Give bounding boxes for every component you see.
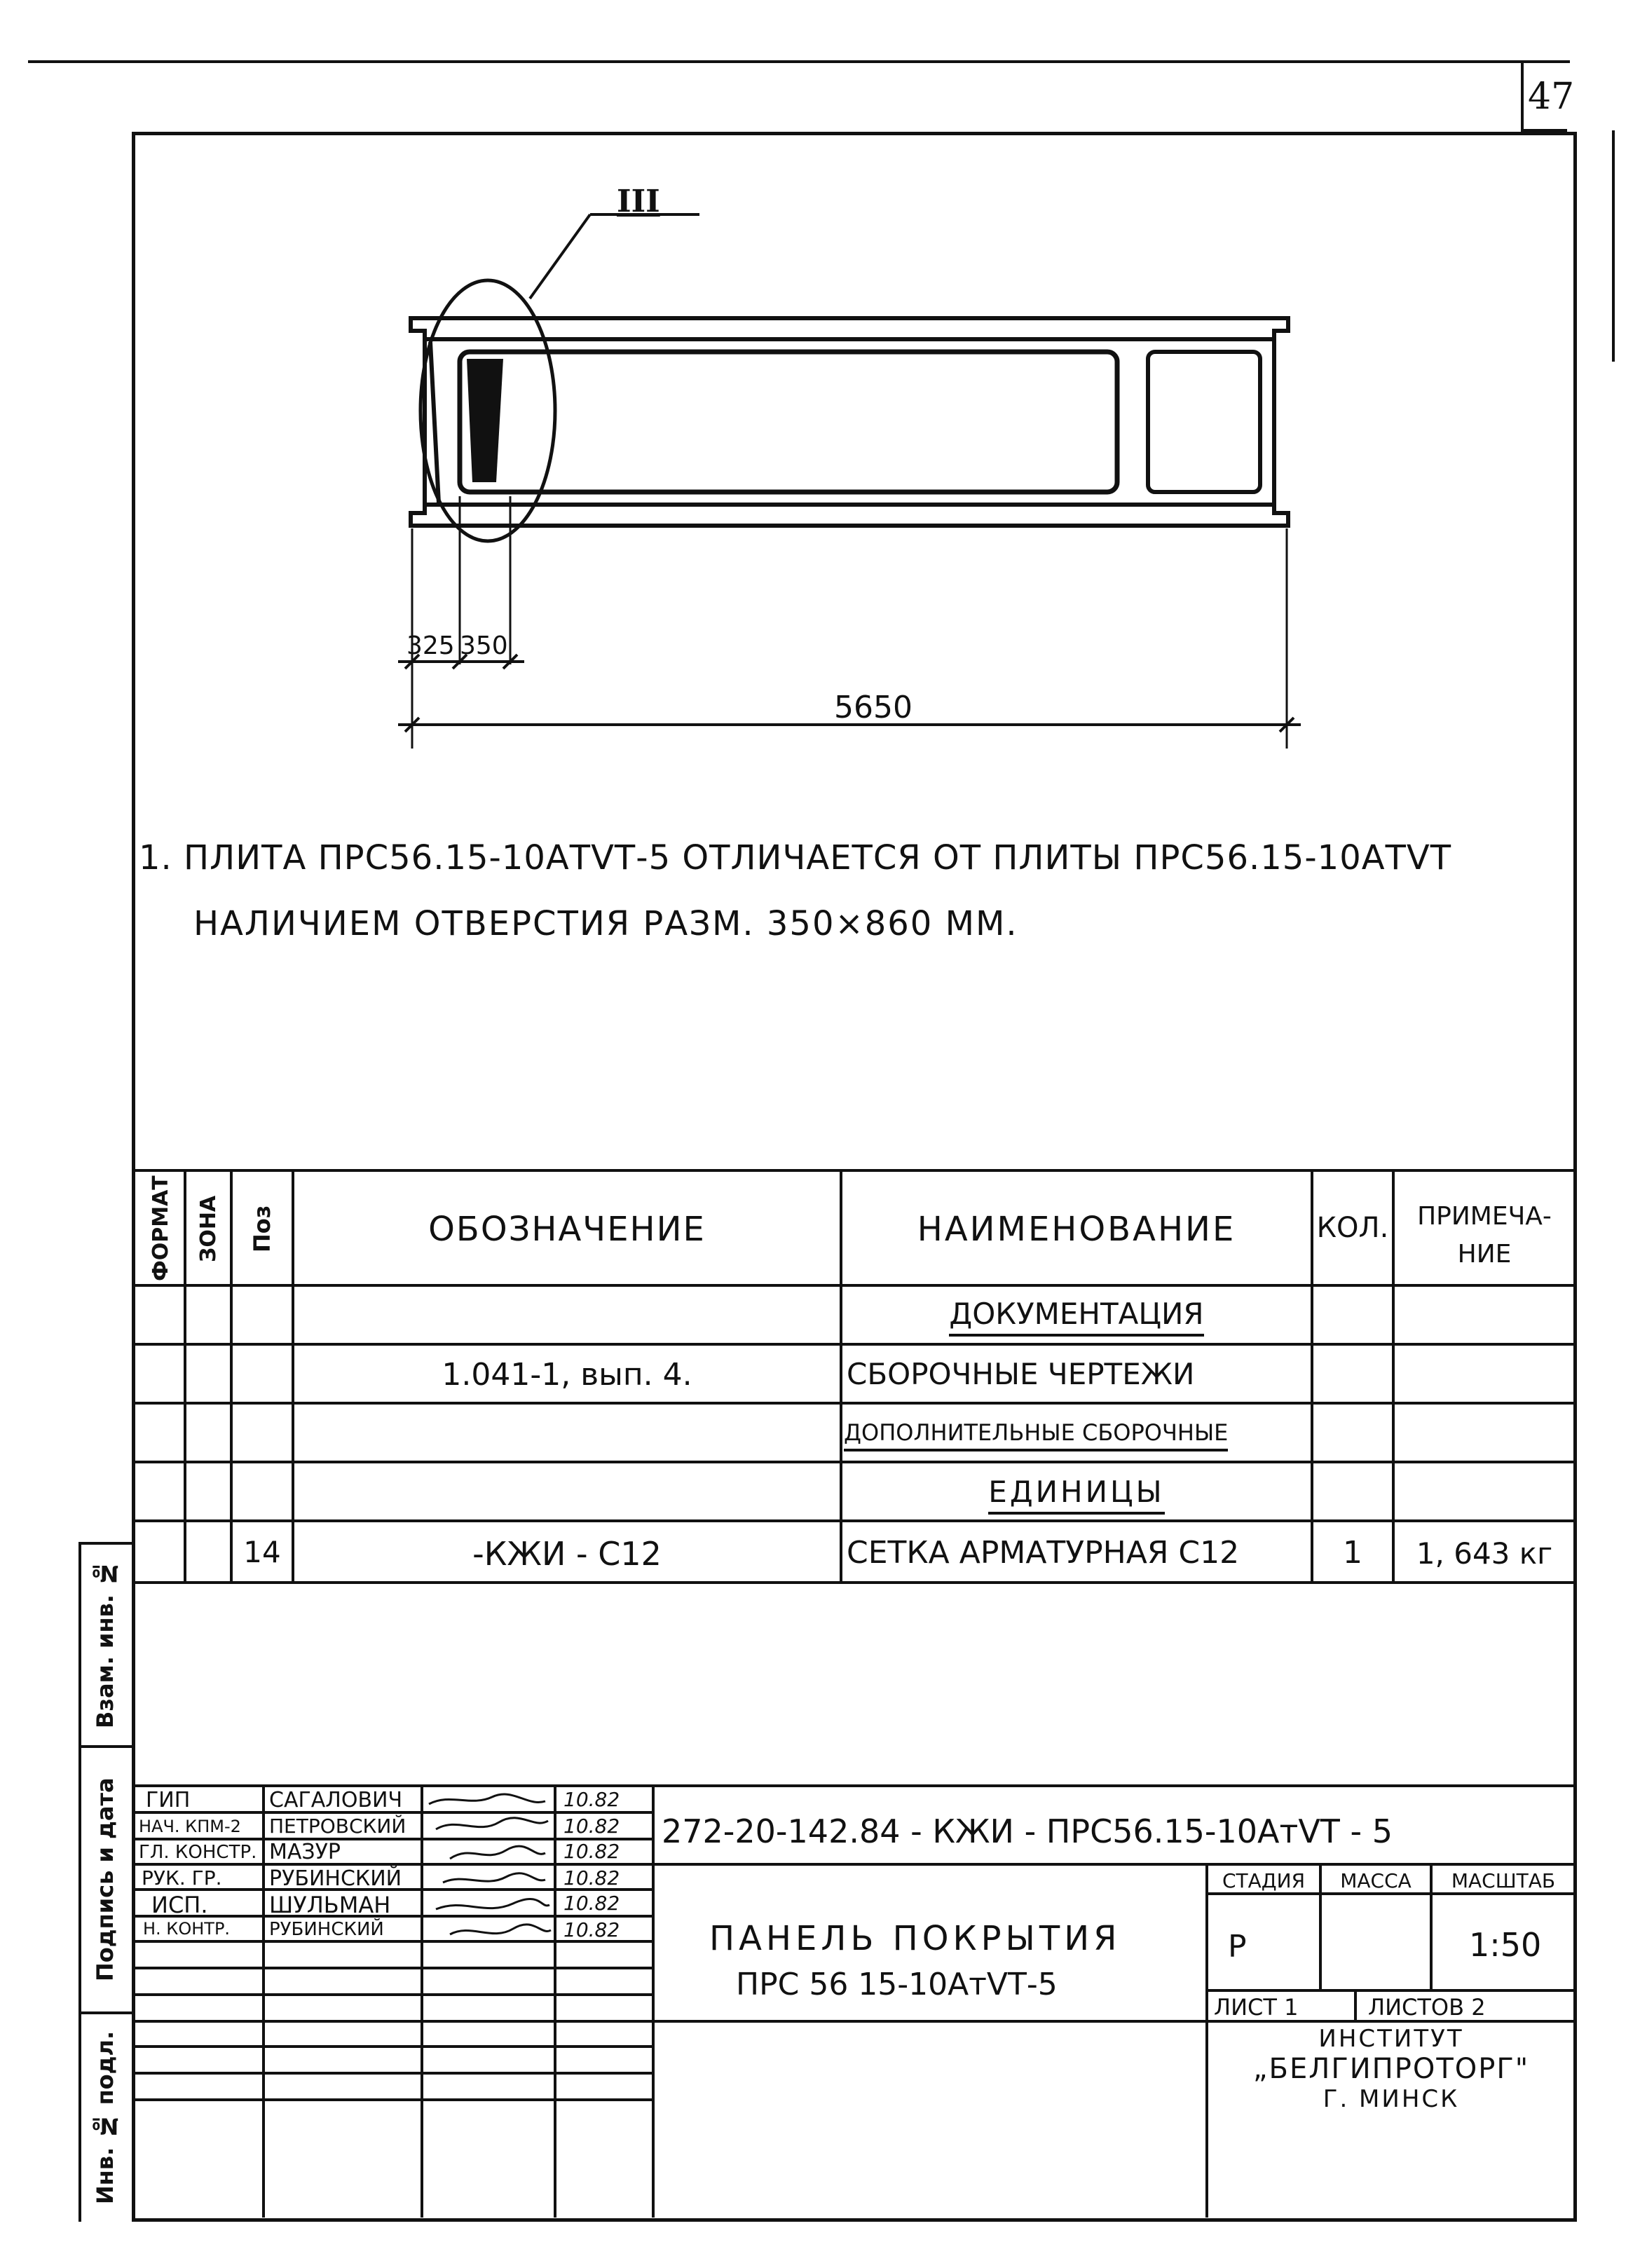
table-row-5-name: СЕТКА АРМАТУРНАЯ С12 bbox=[847, 1535, 1240, 1571]
side-sign-date: Подпись и дата bbox=[92, 1777, 118, 1982]
signer-3-name: МАЗУР bbox=[269, 1840, 341, 1864]
opening-main bbox=[460, 352, 1117, 492]
scale-label: МАСШТАБ bbox=[1451, 1869, 1556, 1892]
spec-table bbox=[135, 1169, 1576, 1592]
header-format: ФОРМАТ bbox=[149, 1175, 173, 1281]
doc-code: 272-20-142.84 - КЖИ - ПРС56.15-10АтVТ - 5 bbox=[662, 1812, 1393, 1850]
signer-4-name: РУБИНСКИЙ bbox=[269, 1866, 402, 1891]
signer-6-role: Н. КОНТР. bbox=[143, 1919, 231, 1939]
scale-value: 1:50 bbox=[1469, 1926, 1542, 1964]
title-line-1: ПАНЕЛЬ ПОКРЫТИЯ bbox=[709, 1919, 1121, 1958]
dim-label-350: 350 bbox=[460, 631, 508, 660]
signer-2-date: 10.82 bbox=[563, 1815, 620, 1838]
org-line-3: Г. МИНСК bbox=[1323, 2085, 1460, 2113]
note-line-2: НАЛИЧИЕМ ОТВЕРСТИЯ РАЗМ. 350×860 ММ. bbox=[193, 904, 1018, 943]
dim-label-5650: 5650 bbox=[834, 690, 913, 725]
table-row-5-pos: 14 bbox=[243, 1535, 281, 1569]
table-row-5-qty: 1 bbox=[1343, 1535, 1362, 1571]
signer-4-role: РУК. ГР. bbox=[142, 1866, 222, 1890]
signer-6-date: 10.82 bbox=[563, 1918, 620, 1941]
header-zone: ЗОНА bbox=[196, 1195, 221, 1262]
signer-1-date: 10.82 bbox=[563, 1788, 620, 1811]
opening-secondary bbox=[1148, 352, 1260, 492]
signer-1-name: САГАЛОВИЧ bbox=[269, 1788, 403, 1812]
signer-5-date: 10.82 bbox=[563, 1892, 620, 1915]
signatures bbox=[422, 1786, 555, 1996]
header-pos: Поз bbox=[249, 1205, 275, 1252]
table-row-4-name: ЕДИНИЦЫ bbox=[841, 1477, 1312, 1507]
panel-drawing bbox=[132, 132, 1576, 749]
org-line-2: „БЕЛГИПРОТОРГ" bbox=[1252, 2053, 1530, 2085]
header-note-2: НИЕ bbox=[1457, 1240, 1512, 1269]
table-row-2-name: СБОРОЧНЫЕ ЧЕРТЕЖИ bbox=[847, 1357, 1195, 1391]
org-line-1: ИНСТИТУТ bbox=[1318, 2025, 1464, 2053]
side-inv-orig: Инв. № подл. bbox=[92, 2030, 118, 2204]
right-edge-tick bbox=[1612, 130, 1615, 362]
signer-5-role: ИСП. bbox=[151, 1892, 208, 1918]
header-designation: ОБОЗНАЧЕНИЕ bbox=[428, 1210, 706, 1249]
header-name: НАИМЕНОВАНИЕ bbox=[917, 1210, 1236, 1249]
sheets-label: ЛИСТОВ 2 bbox=[1368, 1994, 1486, 2021]
table-row-1-name: ДОКУМЕНТАЦИЯ bbox=[841, 1299, 1312, 1329]
slab-bottom-edge bbox=[411, 505, 1288, 526]
table-row-3-name: ДОПОЛНИТЕЛЬНЫЕ СБОРОЧНЫЕ bbox=[844, 1421, 1228, 1444]
title-block bbox=[135, 1784, 1576, 2219]
dim-label-325: 325 bbox=[406, 631, 455, 660]
signer-3-date: 10.82 bbox=[563, 1840, 620, 1863]
section-mark: III bbox=[617, 184, 660, 219]
mass-label: МАССА bbox=[1340, 1869, 1412, 1892]
table-row-5-designation: -КЖИ - С12 bbox=[472, 1535, 662, 1573]
signer-4-date: 10.82 bbox=[563, 1866, 620, 1890]
signer-1-role: ГИП bbox=[146, 1788, 191, 1812]
top-rule bbox=[28, 60, 1570, 63]
note-line-1: 1. ПЛИТА ПРС56.15-10АТVТ-5 ОТЛИЧАЕТСЯ ОТ ПЛИТЫ ПРС56.15-10АТVТ bbox=[139, 838, 1452, 877]
signer-2-role: НАЧ. КПМ-2 bbox=[139, 1817, 241, 1836]
detail-leader bbox=[530, 214, 590, 299]
stage-label: СТАДИЯ bbox=[1222, 1869, 1306, 1892]
side-vzam-inv: Взам. инв. № bbox=[92, 1559, 118, 1729]
signer-2-name: ПЕТРОВСКИЙ bbox=[269, 1815, 406, 1838]
title-line-2: ПРС 56 15-10АтVТ-5 bbox=[736, 1967, 1058, 2002]
signer-5-name: ШУЛЬМАН bbox=[269, 1892, 391, 1918]
header-qty: КОЛ. bbox=[1316, 1212, 1389, 1244]
table-row-2-designation: 1.041-1, вып. 4. bbox=[442, 1357, 692, 1393]
table-row-5-note: 1, 643 кг bbox=[1416, 1536, 1553, 1571]
signer-3-role: ГЛ. КОНСТР. bbox=[139, 1842, 257, 1863]
hatched-opening bbox=[467, 359, 503, 482]
sheet-label: ЛИСТ 1 bbox=[1214, 1994, 1299, 2021]
header-note-1: ПРИМЕЧА- bbox=[1417, 1202, 1552, 1231]
stage-value: Р bbox=[1228, 1929, 1247, 1965]
signer-6-name: РУБИНСКИЙ bbox=[269, 1919, 384, 1940]
page-number: 47 bbox=[1528, 76, 1575, 118]
